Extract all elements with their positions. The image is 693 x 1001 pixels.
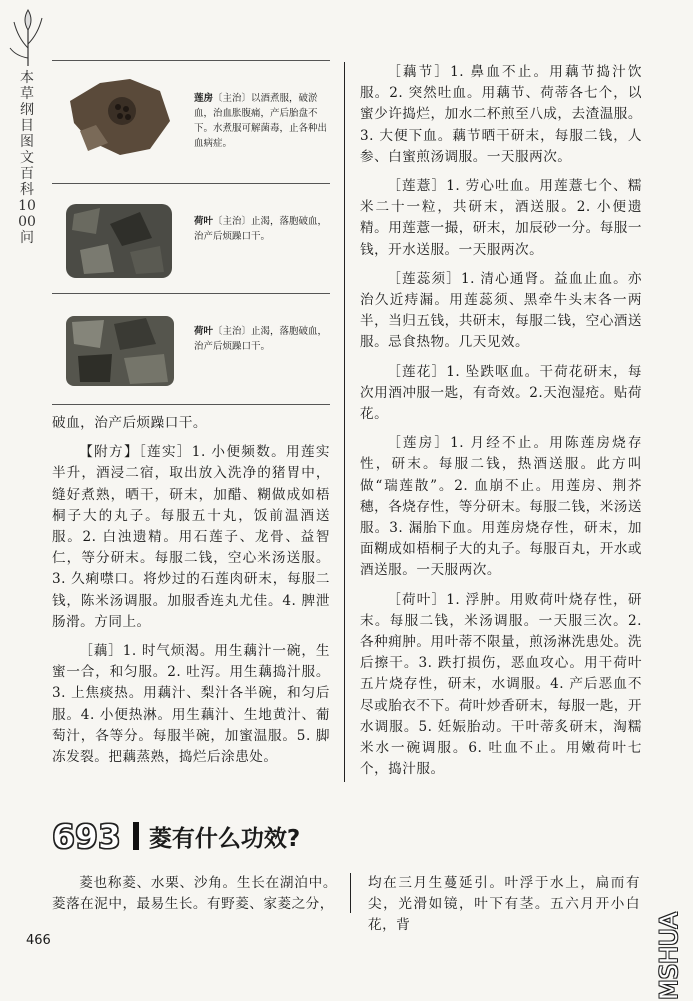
figure-label: 荷叶 — [194, 216, 214, 227]
watermark: MSHUA — [655, 912, 683, 1000]
paragraph: 破血，治产后烦躁口干。 — [52, 415, 208, 431]
answer-left — [52, 873, 337, 923]
figure-lotus-pod — [52, 60, 330, 171]
lotus-logo-icon — [8, 8, 48, 68]
paragraph: ［莲蕊须］1. 清心通肾。益血止血。亦治久近痔漏。用莲蕊须、黑牵牛头末各一两半，当归五钱，共研末，每服二钱，空心酒送服。忌食热物。几天见效。 — [360, 270, 642, 351]
lotus-pod-image — [60, 71, 178, 159]
figure-caption: 〔主治〕止渴，落胞破血，治产后烦躁口干。 — [194, 326, 328, 352]
paragraph: ［藕］1. 时气烦渴。用生藕汁一碗，生蜜一合，和匀服。2. 吐泻。用生藕捣汁服。3. 上焦痰热。用藕汁、梨汁各半碗，和匀后服。4. 小便热淋。用生藕汁、生地黄汁、葡萄汁，各等分。每服半碗，加蜜温服。5. 脚冻发裂。把藕蒸熟，捣烂后涂患处。 — [52, 643, 330, 766]
column-divider — [350, 873, 351, 913]
right-column — [360, 62, 642, 789]
figure-caption: 〔主治〕以酒煮服，破淤血，治血胀腹痛，产后胎盘不下。水煮服可解菌毒，止各种出血病症。 — [194, 93, 328, 149]
paragraph: ［莲花］1. 坠跌呕血。干荷花研末，每次用酒冲服一匙，有奇效。2.天泡湿疮。贴荷花。 — [360, 363, 642, 423]
answer-right — [368, 873, 640, 945]
lotus-leaf-pieces-image — [60, 304, 178, 392]
page-number: 466 — [26, 933, 51, 948]
figure-label: 荷叶 — [194, 326, 214, 337]
question-title: 菱有什么功效? — [148, 825, 301, 852]
column-divider — [344, 62, 345, 782]
paragraph: ［藕节］1. 鼻血不止。用藕节捣汁饮服。2. 突然吐血。用藕节、荷蒂各七个，以蜜少许捣烂，加水二杯煎至八成，去渣温服。3. 大便下血。藕节晒干研末，每服二钱，人参、白蜜煎汤调服。一天服两次。 — [360, 64, 642, 165]
question-heading — [52, 816, 300, 856]
paragraph: ［荷叶］1. 浮肿。用败荷叶烧存性，研末。每服二钱，米汤调服。一天服三次。2. 各种痈肿。用叶蒂不限量，煎汤淋洗患处。洗后擦干。3. 跌打损伤，恶血攻心。用干荷叶五片烧存性，研末，水调服。4. 产后恶血不尽或胎衣不下。荷叶炒香研末，每服一匙，开水调服。5. 妊娠胎动。干叶蒂炙研末，淘糯米水一碗调服。6. 吐血不止。用嫩荷叶七个，捣汁服。 — [360, 591, 642, 778]
question-number: 693 — [52, 816, 121, 856]
left-column — [52, 413, 330, 776]
figure-label: 莲房 — [194, 93, 214, 104]
figure-caption: 〔主治〕止渴，落胞破血，治产后烦躁口干。 — [194, 216, 328, 242]
book-title: 本草纲目图文百科1000问 — [18, 70, 36, 246]
paragraph: 【附方】［莲实］1. 小便频数。用莲实半升，酒浸二宿，取出放入洗净的猪胃中，缝好煮熟，晒干，研末，加醋、糊做成如梧桐子大的丸子。每服五十丸，饭前温酒送服。2. 白浊遗精。用石莲子、龙骨、益智仁，等分研末。每服二钱，空心米汤送服。3. 久痢噤口。将炒过的石莲肉研末，每服二钱，陈米汤调服。加服香连丸尤佳。4. 脾泄肠滑。方同上。 — [52, 444, 330, 630]
heading-bar — [133, 822, 139, 850]
figure-lotus-leaf — [52, 183, 330, 294]
lotus-leaf-image — [60, 194, 178, 282]
paragraph: ［莲薏］1. 劳心吐血。用莲薏七个、糯米二十一粒，共研末，酒送服。2. 小便遗精。用莲薏一撮，研末，加辰砂一分。每服一钱，开水送服。一天服两次。 — [360, 178, 642, 258]
figure-lotus-leaf-2 — [52, 293, 330, 405]
paragraph: 均在三月生蔓延引。叶浮于水上，扁而有尖，光滑如镜，叶下有茎。五六月开小白花，背 — [368, 875, 640, 934]
paragraph: ［莲房］1. 月经不止。用陈莲房烧存性，研末。每服二钱，热酒送服。此方叫做“瑞莲散”。2. 血崩不止。用莲房、荆芥穗，各烧存性，等分研末。每服二钱，米汤送服。3. 漏胎下血。用莲房烧存性，研末，加面糊成如梧桐子大的丸子。每服百丸，开水或酒送服。一天服两次。 — [360, 435, 642, 579]
paragraph: 菱也称菱、水栗、沙角。生长在湖泊中。菱落在泥中，最易生长。有野菱、家菱之分， — [52, 875, 337, 913]
